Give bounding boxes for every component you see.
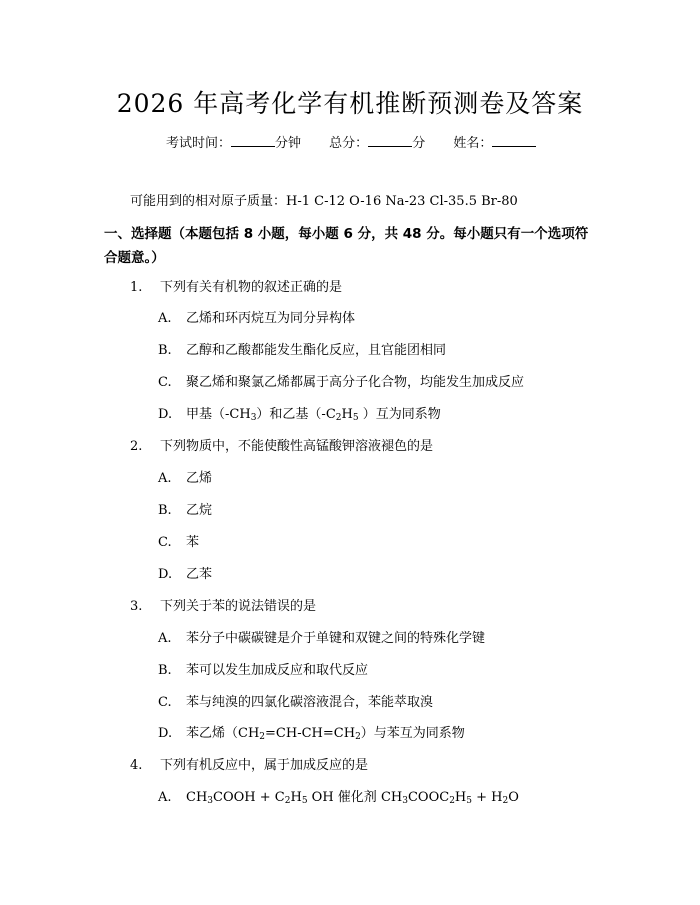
option-letter: A. — [158, 631, 172, 646]
question-2-option-a — [158, 467, 212, 486]
text-part: ）与苯互为同系物 — [360, 726, 465, 741]
subscript: 3 — [207, 796, 214, 806]
text-part: + H — [472, 790, 503, 805]
name-field — [453, 132, 536, 151]
option-letter: C. — [158, 375, 172, 390]
question-4-option-a — [158, 786, 519, 805]
subscript: 5 — [352, 413, 359, 423]
text-part: ）和乙基（-C — [256, 407, 336, 422]
option-letter: C. — [158, 535, 172, 550]
question-number: 3. — [130, 599, 143, 614]
section-heading: 一、选择题（本题包括 8 小题，每小题 6 分，共 48 分。每小题只有一个选项符合题意。） — [104, 226, 589, 266]
subscript: 5 — [301, 796, 308, 806]
subscript: 3 — [250, 413, 257, 423]
text-part: 苯乙烯（CH — [186, 726, 260, 741]
subscript: 2 — [335, 413, 342, 423]
option-letter: D. — [158, 567, 173, 582]
option-text: 乙烯 — [186, 471, 213, 486]
question-1-option-a — [158, 307, 355, 326]
exam-info-line — [166, 132, 560, 151]
name-label: 姓名： — [453, 136, 493, 151]
text-part: H — [341, 407, 353, 422]
question-1-option-c — [158, 371, 524, 390]
option-text: 乙苯 — [186, 567, 213, 582]
option-text: 苯可以发生加成反应和取代反应 — [186, 663, 369, 678]
option-letter: B. — [158, 663, 172, 678]
option-text — [186, 726, 465, 741]
subscript: 2 — [355, 732, 361, 742]
question-3-option-d — [158, 722, 465, 741]
option-text: 苯与纯溴的四氯化碳溶液混合，苯能萃取溴 — [186, 695, 434, 710]
text-part: H — [454, 790, 467, 805]
text-part: CH — [186, 790, 208, 805]
option-letter: B. — [158, 343, 172, 358]
total-score-unit: 分 — [412, 136, 426, 151]
option-letter: A. — [158, 311, 172, 326]
text-part: COOH + C — [213, 790, 285, 805]
subscript: 2 — [284, 796, 291, 806]
total-score-blank — [368, 134, 412, 147]
text-part: ）互为同系物 — [358, 407, 441, 422]
question-1-option-b — [158, 339, 446, 358]
option-text — [186, 790, 519, 805]
exam-time-field — [166, 132, 301, 151]
question-3-option-b — [158, 659, 368, 678]
question-stem: 下列物质中，不能使酸性高锰酸钾溶液褪色的是 — [160, 439, 434, 454]
subscript: 2 — [449, 796, 455, 806]
question-2-option-c — [158, 531, 199, 550]
question-1 — [130, 276, 342, 295]
option-letter: D. — [158, 407, 173, 422]
subscript: 2 — [502, 796, 509, 806]
option-text: 乙醇和乙酸都能发生酯化反应，且官能团相同 — [186, 343, 447, 358]
name-blank — [492, 134, 536, 147]
exam-time-unit: 分钟 — [275, 136, 302, 151]
question-3 — [130, 595, 316, 614]
option-letter: B. — [158, 503, 172, 518]
total-score-field — [329, 132, 425, 151]
subscript: 5 — [466, 796, 472, 806]
subscript: 2 — [259, 732, 266, 742]
question-number: 2. — [130, 439, 143, 454]
question-number: 4. — [130, 758, 143, 773]
text-part: =CH-CH=CH — [265, 726, 356, 741]
option-text — [186, 407, 441, 422]
question-stem: 下列有机反应中，属于加成反应的是 — [160, 758, 369, 773]
question-3-option-c — [158, 691, 433, 710]
exam-time-blank — [231, 134, 275, 147]
atomic-masses-note: 可能用到的相对原子质量：H-1 C-12 O-16 Na-23 Cl-35.5 Br-80 — [130, 194, 518, 209]
option-text: 乙烯和环丙烷互为同分异构体 — [186, 311, 356, 326]
option-letter: A. — [158, 471, 172, 486]
option-text: 乙烷 — [186, 503, 213, 518]
question-2 — [130, 435, 433, 454]
exam-time-label: 考试时间： — [166, 136, 232, 151]
question-2-option-d — [158, 563, 212, 582]
question-number: 1. — [130, 280, 143, 295]
question-2-option-b — [158, 499, 212, 518]
option-text: 苯 — [186, 535, 200, 550]
text-part: COOC — [407, 790, 450, 805]
text-part: 甲基（-CH — [186, 407, 251, 422]
subscript: 3 — [402, 796, 408, 806]
text-part: OH 催化剂 CH — [307, 790, 403, 805]
question-3-option-a — [158, 627, 485, 646]
text-part: O — [508, 790, 519, 805]
text-part: H — [290, 790, 302, 805]
total-score-label: 总分： — [329, 136, 369, 151]
question-1-option-d — [158, 403, 441, 422]
option-letter: C. — [158, 695, 172, 710]
question-stem: 下列关于苯的说法错误的是 — [160, 599, 317, 614]
question-4 — [130, 754, 368, 773]
option-text: 聚乙烯和聚氯乙烯都属于高分子化合物，均能发生加成反应 — [186, 375, 525, 390]
option-letter: A. — [158, 790, 172, 805]
question-stem: 下列有关有机物的叙述正确的是 — [160, 280, 343, 295]
option-letter: D. — [158, 726, 173, 741]
page-title: 2026 年高考化学有机推断预测卷及答案 — [116, 89, 584, 118]
option-text: 苯分子中碳碳键是介于单键和双键之间的特殊化学键 — [186, 631, 486, 646]
